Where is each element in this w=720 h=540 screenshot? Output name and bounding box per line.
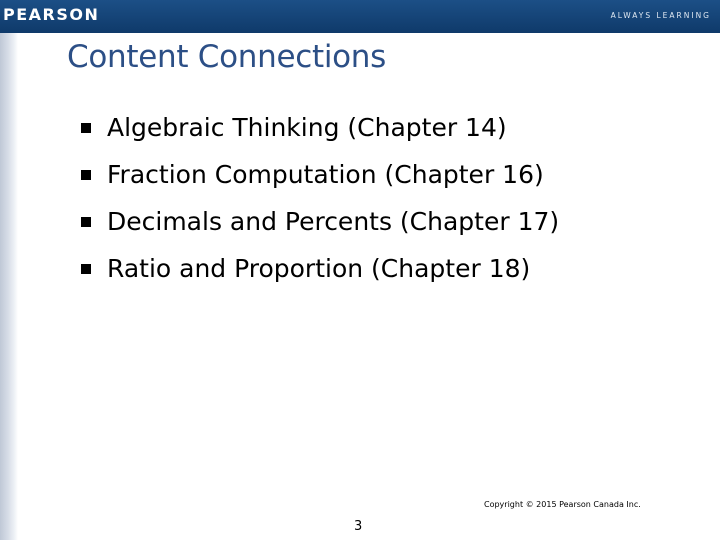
square-bullet-icon: [81, 217, 91, 227]
slide-number: 3: [354, 519, 363, 534]
square-bullet-icon: [81, 264, 91, 274]
bullet-item: [81, 155, 559, 202]
copyright-notice: Copyright © 2015 Pearson Canada Inc.: [484, 500, 641, 509]
tagline: ALWAYS LEARNING: [610, 11, 711, 20]
slide-title: Content Connections: [67, 39, 386, 75]
bullet-text: Ratio and Proportion (Chapter 18): [107, 254, 531, 283]
bullet-text: Algebraic Thinking (Chapter 14): [107, 113, 507, 142]
bullet-text: Fraction Computation (Chapter 16): [107, 160, 544, 189]
sidebar-gradient: [0, 33, 18, 540]
bullet-text: Decimals and Percents (Chapter 17): [107, 207, 560, 236]
square-bullet-icon: [81, 123, 91, 133]
bullet-list: [81, 108, 559, 296]
bullet-item: [81, 108, 559, 155]
pearson-logo: PEARSON: [3, 5, 100, 24]
header-bar: [0, 0, 720, 33]
square-bullet-icon: [81, 170, 91, 180]
bullet-item: [81, 249, 559, 296]
bullet-item: [81, 202, 559, 249]
